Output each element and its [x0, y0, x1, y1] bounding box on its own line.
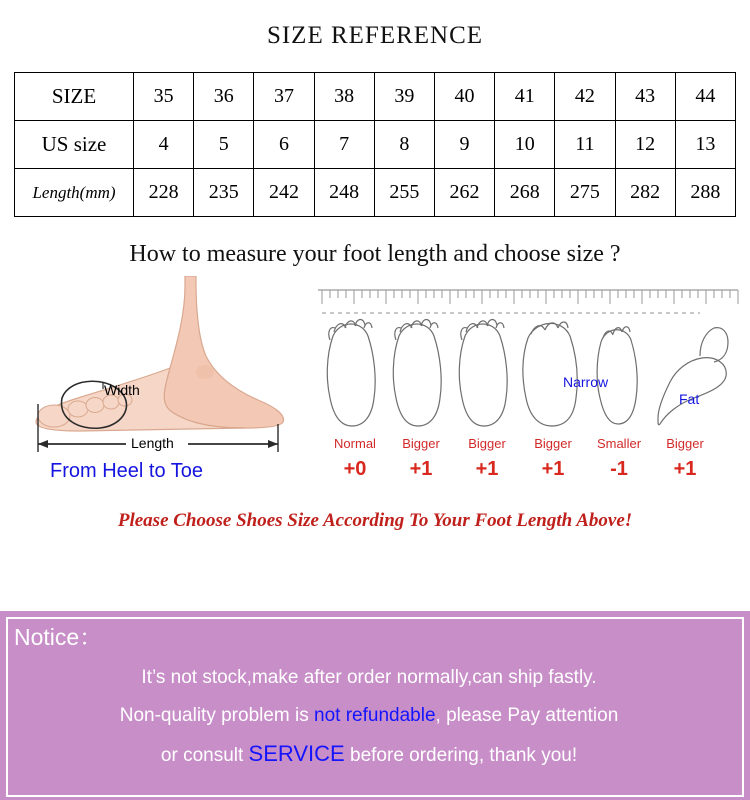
foot-delta-3: +1 [475, 458, 499, 480]
cell-us-9: 12 [615, 121, 675, 169]
foot-size-deltas [322, 458, 722, 481]
foot-type-3: Bigger [468, 436, 506, 451]
foot-outlines [327, 319, 728, 426]
table-row [15, 169, 736, 217]
cell-size-41: 41 [495, 73, 555, 121]
cell-size-42: 42 [555, 73, 615, 121]
foot-outline-normal [327, 319, 375, 426]
cell-len-8: 275 [555, 169, 615, 217]
size-table-container [14, 72, 736, 217]
notice-line-3-part-a: or consult [160, 745, 249, 766]
cell-us-7: 10 [495, 121, 555, 169]
cell-size-39: 39 [374, 73, 434, 121]
cell-us-2: 5 [194, 121, 254, 169]
foot-delta-1: +0 [343, 458, 367, 480]
service-highlight: SERVICE [248, 741, 345, 766]
row-header-us-size: US size [15, 121, 134, 169]
foot-outline-bigger-2 [459, 319, 507, 426]
side-foot-illustration [36, 276, 283, 452]
narrow-label: Narrow [563, 374, 609, 390]
size-table [14, 72, 736, 217]
cell-len-2: 235 [194, 169, 254, 217]
cell-size-36: 36 [194, 73, 254, 121]
cell-len-1: 228 [134, 169, 194, 217]
foot-type-4: Bigger [534, 436, 572, 451]
table-row [15, 121, 736, 169]
notice-line-1: It’s not stock,make after order normally,can ship fastly. [141, 667, 597, 688]
cell-size-43: 43 [615, 73, 675, 121]
notice-line-2 [0, 697, 738, 735]
fat-label: Fat [679, 391, 700, 407]
not-refundable-highlight: not refundable [314, 705, 436, 726]
foot-delta-5: -1 [610, 458, 628, 480]
notice-lines [0, 659, 738, 775]
length-label: Length [131, 435, 174, 451]
cell-len-7: 268 [495, 169, 555, 217]
foot-delta-2: +1 [409, 458, 433, 480]
cell-us-1: 4 [134, 121, 194, 169]
cell-us-5: 8 [374, 121, 434, 169]
cell-size-40: 40 [434, 73, 494, 121]
foot-type-2: Bigger [402, 436, 440, 451]
cell-size-35: 35 [134, 73, 194, 121]
cell-len-9: 282 [615, 169, 675, 217]
howto-question: How to measure your foot length and choose size ? [129, 241, 621, 267]
cell-len-10: 288 [675, 169, 735, 217]
notice-line-2-part-a: Non-quality problem is [119, 705, 315, 726]
foot-type-labels [322, 436, 722, 451]
foot-type-1: Normal [334, 436, 376, 451]
row-header-length-mm: Length(mm) [15, 169, 134, 217]
cell-len-6: 262 [434, 169, 494, 217]
notice-title: Notice： [14, 624, 103, 650]
cell-len-5: 255 [374, 169, 434, 217]
cell-len-4: 248 [314, 169, 374, 217]
cell-us-4: 7 [314, 121, 374, 169]
cell-size-37: 37 [254, 73, 314, 121]
ruler-illustration [318, 290, 738, 313]
cell-us-6: 9 [434, 121, 494, 169]
foot-type-6: Bigger [666, 436, 704, 451]
cell-size-38: 38 [314, 73, 374, 121]
cell-size-44: 44 [675, 73, 735, 121]
illustration-area [0, 276, 750, 506]
table-row [15, 73, 736, 121]
heel-to-toe-label: From Heel to Toe [50, 460, 204, 482]
foot-delta-4: +1 [541, 458, 565, 480]
cell-us-10: 13 [675, 121, 735, 169]
notice-line-3-part-b: before ordering, thank you! [344, 745, 578, 766]
foot-outline-fat [658, 328, 728, 425]
width-label: Width [104, 382, 140, 398]
cell-us-8: 11 [555, 121, 615, 169]
foot-outline-bigger-1 [393, 319, 441, 426]
page-title: SIZE REFERENCE [266, 22, 484, 49]
foot-delta-6: +1 [673, 458, 697, 480]
cell-len-3: 242 [254, 169, 314, 217]
notice-line-3 [0, 735, 738, 775]
foot-type-5: Smaller [596, 436, 642, 451]
notice-line-2-part-b: , please Pay attention [435, 705, 619, 726]
notice-box [0, 608, 750, 800]
row-header-size: SIZE [15, 73, 134, 121]
choose-size-note: Please Choose Shoes Size According To Your Foot Length Above! [117, 510, 633, 531]
cell-us-3: 6 [254, 121, 314, 169]
